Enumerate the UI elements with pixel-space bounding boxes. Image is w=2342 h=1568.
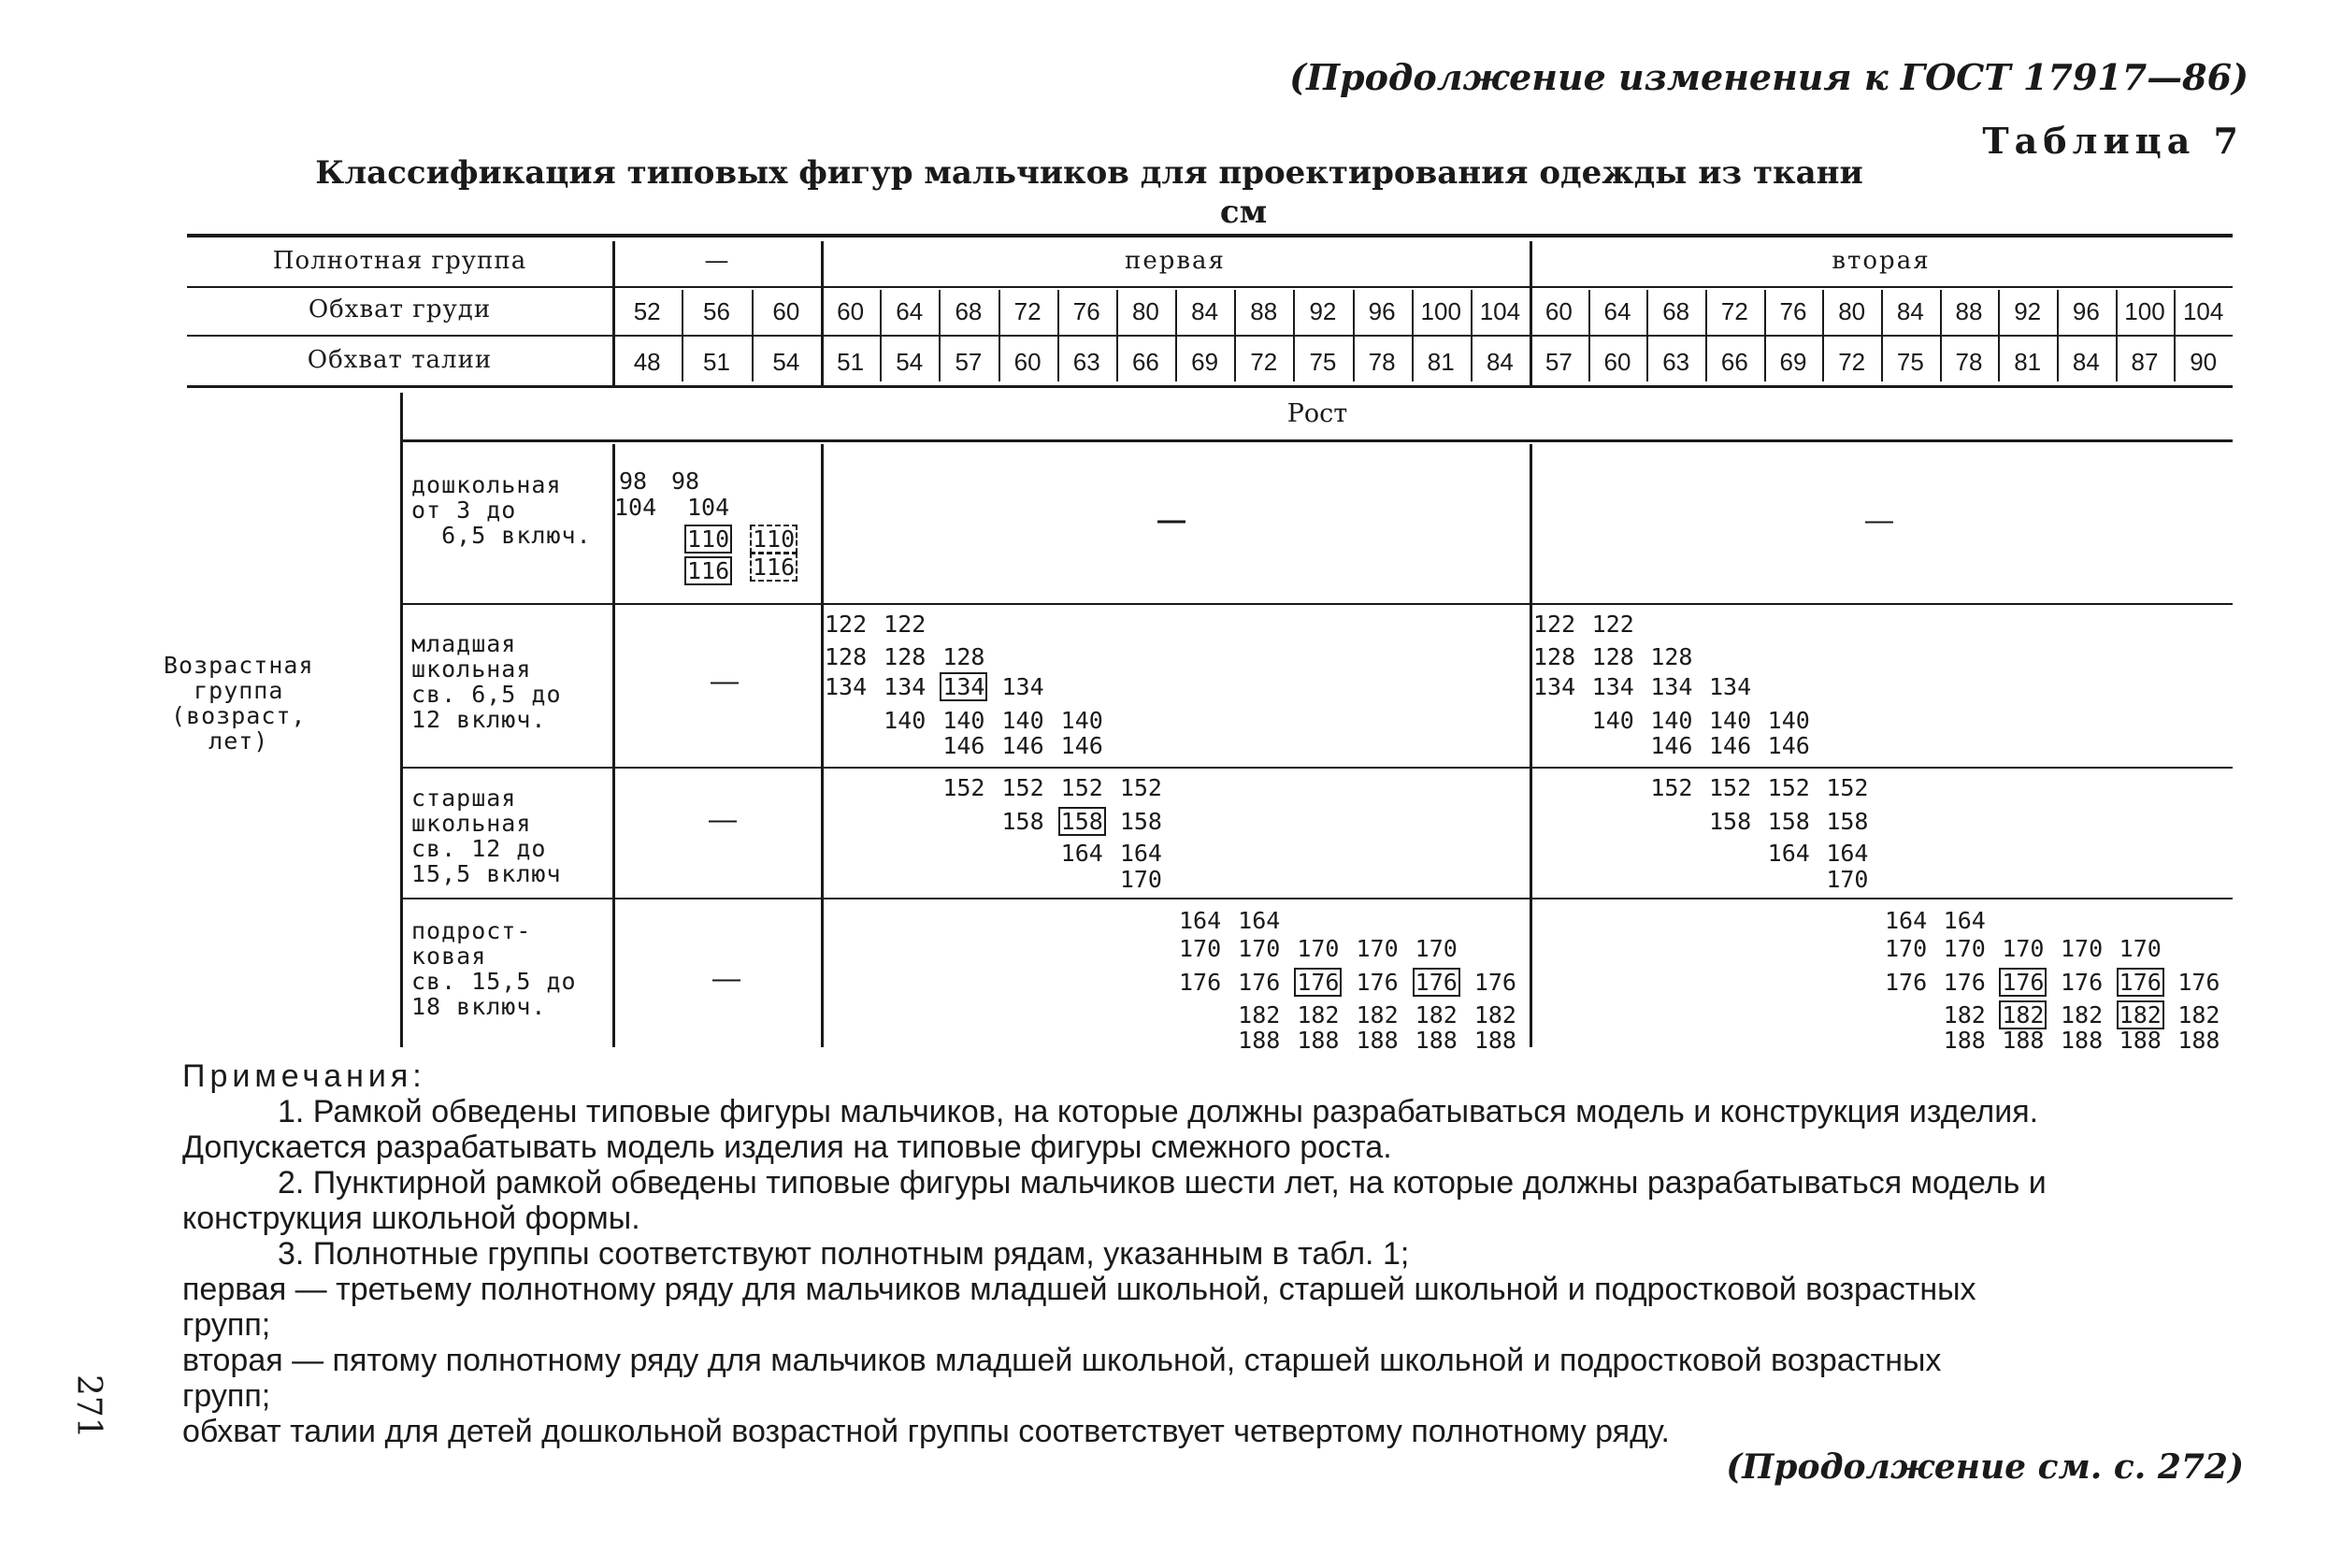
height-128: 128 (1591, 643, 1634, 670)
first-chest-84: 84 (1191, 297, 1219, 325)
second-chest-104: 104 (2182, 297, 2224, 325)
column-divider (1293, 290, 1295, 381)
first-waist-84: 84 (1486, 348, 1514, 376)
height-122: 122 (1533, 611, 1576, 638)
notes (182, 1058, 2230, 1449)
height-182: 182 (2119, 1001, 2162, 1029)
height-182: 182 (2061, 1001, 2104, 1029)
first-waist-57: 57 (955, 348, 983, 376)
height-188: 188 (2177, 1027, 2220, 1054)
height-188: 188 (1238, 1027, 1281, 1054)
height-176: 176 (1415, 969, 1458, 996)
height-164: 164 (1885, 907, 1928, 934)
height-152: 152 (1060, 774, 1103, 801)
note-1b: Допускается разрабатывать модель изделия на типовые фигуры смежного роста. (182, 1129, 1392, 1165)
height-146: 146 (1767, 732, 1810, 759)
second-chest-60: 60 (1545, 297, 1573, 325)
height-140: 140 (1767, 707, 1810, 734)
table-rule (821, 444, 824, 1047)
height-164: 164 (1179, 907, 1222, 934)
height-176: 176 (1356, 969, 1399, 996)
height-170: 170 (2119, 935, 2162, 962)
second-waist-66: 66 (1720, 348, 1748, 376)
age-group-3: старшая школьная св. 12 до 15,5 включ (411, 784, 562, 887)
height-176: 176 (2177, 969, 2220, 996)
height-158: 158 (1767, 808, 1810, 835)
table-rule (612, 444, 615, 1047)
column-divider (1646, 290, 1648, 381)
first-dash-preschool: — (1157, 505, 1185, 536)
column-divider (1705, 290, 1707, 381)
first-waist-63: 63 (1072, 348, 1100, 376)
height-164: 164 (1119, 840, 1162, 867)
height-134: 134 (1533, 673, 1576, 700)
none-chest-60: 60 (772, 297, 800, 325)
note-1a: 1. Рамкой обведены типовые фигуры мальчиков, на которые должны разрабатываться модель и конструкция изделия. (278, 1094, 2039, 1129)
height-170: 170 (1179, 935, 1222, 962)
second-waist-69: 69 (1779, 348, 1807, 376)
first-waist-51: 51 (837, 348, 865, 376)
height-158: 158 (1119, 808, 1162, 835)
column-divider (2116, 290, 2118, 381)
second-chest-76: 76 (1779, 297, 1807, 325)
second-chest-72: 72 (1720, 297, 1748, 325)
column-divider (1998, 290, 2000, 381)
height-170: 170 (1943, 935, 1986, 962)
height-146: 146 (942, 732, 985, 759)
height-152: 152 (1650, 774, 1693, 801)
height-122: 122 (884, 611, 927, 638)
height-158: 158 (1001, 808, 1044, 835)
second-waist-78: 78 (1955, 348, 1983, 376)
age-group-1: дошкольная от 3 до 6,5 включ. (411, 471, 592, 549)
height-176: 176 (2119, 969, 2162, 996)
height-182: 182 (1238, 1001, 1281, 1029)
height-128: 128 (884, 643, 927, 670)
second-chest-84: 84 (1896, 297, 1924, 325)
second-waist-75: 75 (1896, 348, 1924, 376)
height-188: 188 (1297, 1027, 1340, 1054)
second-chest-68: 68 (1662, 297, 1690, 325)
column-divider (1764, 290, 1766, 381)
column-divider (1234, 290, 1236, 381)
table-rule (1530, 444, 1532, 1047)
column-divider (1881, 290, 1883, 381)
height-188: 188 (1415, 1027, 1458, 1054)
height-176: 176 (1885, 969, 1928, 996)
note-3b: вторая — пятому полнотному ряду для мальчиков младшей школьной, старшей школьной и подростковой возрастных (182, 1343, 1942, 1378)
column-divider (682, 290, 683, 381)
height-134: 134 (1650, 673, 1693, 700)
height-182: 182 (1297, 1001, 1340, 1029)
second-chest-80: 80 (1838, 297, 1866, 325)
first-waist-78: 78 (1368, 348, 1396, 376)
height-188: 188 (1473, 1027, 1516, 1054)
age-column-rule (400, 393, 403, 1047)
height-134: 134 (942, 673, 985, 700)
height-170: 170 (1297, 935, 1340, 962)
column-divider (1116, 290, 1118, 381)
second-waist-90: 90 (2190, 348, 2218, 376)
height-158: 158 (1826, 808, 1869, 835)
age-band-rule (402, 767, 2233, 769)
height-182: 182 (2177, 1001, 2220, 1029)
height-164: 164 (1943, 907, 1986, 934)
column-divider (1057, 290, 1059, 381)
first-chest-68: 68 (955, 297, 983, 325)
height-134: 134 (825, 673, 868, 700)
note-3b-cont: групп; (182, 1378, 271, 1414)
age-group-2: младшая школьная св. 6,5 до 12 включ. (411, 630, 562, 733)
first-waist-54: 54 (896, 348, 924, 376)
first-chest-104: 104 (1479, 297, 1521, 325)
second-chest-88: 88 (1955, 297, 1983, 325)
first-chest-88: 88 (1250, 297, 1278, 325)
height-128: 128 (1650, 643, 1693, 670)
second-dash-preschool: — (1865, 505, 1893, 536)
height-188: 188 (2002, 1027, 2045, 1054)
height-164: 164 (1060, 840, 1103, 867)
height-134: 134 (1709, 673, 1752, 700)
second-chest-64: 64 (1603, 297, 1631, 325)
first-waist-75: 75 (1309, 348, 1337, 376)
second-waist-63: 63 (1662, 348, 1690, 376)
height-164: 164 (1767, 840, 1810, 867)
height-128: 128 (1533, 643, 1576, 670)
height-140: 140 (1060, 707, 1103, 734)
group-first: первая (1125, 247, 1226, 275)
column-divider (880, 290, 882, 381)
second-chest-96: 96 (2072, 297, 2100, 325)
height-116: 116 (687, 557, 730, 584)
column-divider (999, 290, 1000, 381)
height-134: 134 (1001, 673, 1044, 700)
height-182: 182 (1473, 1001, 1516, 1029)
none-dash-junior: — (711, 666, 739, 697)
height-header-rule (402, 439, 2233, 442)
header-continuation: (Продолжение изменения к ГОСТ 17917—86) (1289, 56, 2249, 98)
none-dash-teen: — (712, 963, 740, 994)
height-104: 104 (614, 494, 657, 521)
age-group-4: подрост- ковая св. 15,5 до 18 включ. (411, 917, 577, 1020)
height-116: 116 (753, 554, 796, 581)
height-146: 146 (1709, 732, 1752, 759)
first-waist-81: 81 (1427, 348, 1455, 376)
height-152: 152 (1119, 774, 1162, 801)
height-140: 140 (884, 707, 927, 734)
height-134: 134 (884, 673, 927, 700)
first-waist-60: 60 (1013, 348, 1042, 376)
height-128: 128 (942, 643, 985, 670)
notes-heading: Примечания: (182, 1058, 426, 1094)
height-182: 182 (1943, 1001, 1986, 1029)
column-divider (939, 290, 941, 381)
height-152: 152 (942, 774, 985, 801)
height-110: 110 (687, 525, 730, 553)
first-waist-72: 72 (1250, 348, 1278, 376)
note-3a-cont: групп; (182, 1307, 271, 1343)
row-label-chest: Обхват груди (308, 295, 492, 324)
note-2b: конструкция школьной формы. (182, 1201, 640, 1236)
second-waist-87: 87 (2131, 348, 2159, 376)
height-122: 122 (825, 611, 868, 638)
table-label: Таблица 7 (1982, 120, 2244, 162)
second-waist-72: 72 (1838, 348, 1866, 376)
footer-continuation: (Продолжение см. с. 272) (1726, 1447, 2244, 1487)
height-176: 176 (1943, 969, 1986, 996)
first-chest-72: 72 (1013, 297, 1042, 325)
column-divider (752, 290, 754, 381)
column-divider (1353, 290, 1355, 381)
height-158: 158 (1060, 808, 1103, 835)
height-188: 188 (2061, 1027, 2104, 1054)
second-chest-100: 100 (2124, 297, 2165, 325)
row-label-waist: Обхват талии (307, 346, 493, 374)
second-waist-57: 57 (1545, 348, 1573, 376)
height-152: 152 (1767, 774, 1810, 801)
none-chest-52: 52 (633, 297, 661, 325)
column-divider (1822, 290, 1824, 381)
height-122: 122 (1591, 611, 1634, 638)
height-140: 140 (1650, 707, 1693, 734)
height-140: 140 (1591, 707, 1634, 734)
column-divider (1175, 290, 1177, 381)
first-waist-66: 66 (1131, 348, 1159, 376)
height-176: 176 (1473, 969, 1516, 996)
none-chest-56: 56 (703, 297, 730, 325)
height-164: 164 (1826, 840, 1869, 867)
height-188: 188 (1943, 1027, 1986, 1054)
none-waist-51: 51 (703, 348, 730, 376)
group-none: — (704, 247, 729, 275)
height-146: 146 (1060, 732, 1103, 759)
table-rule (187, 335, 2233, 337)
second-chest-92: 92 (2014, 297, 2042, 325)
none-waist-48: 48 (633, 348, 661, 376)
column-divider (1412, 290, 1414, 381)
note-3c: обхват талии для детей дошкольной возрастной группы соответствует четвертому полнотному ряду. (182, 1414, 1670, 1449)
height-170: 170 (1356, 935, 1399, 962)
age-band-rule (402, 603, 2233, 605)
height-128: 128 (825, 643, 868, 670)
first-chest-64: 64 (896, 297, 924, 325)
height-188: 188 (1356, 1027, 1399, 1054)
first-chest-60: 60 (837, 297, 865, 325)
height-182: 182 (2002, 1001, 2045, 1029)
height-98: 98 (671, 468, 700, 495)
height-152: 152 (1709, 774, 1752, 801)
height-140: 140 (1709, 707, 1752, 734)
page-number: 271 (69, 1374, 108, 1439)
column-divider (1471, 290, 1473, 381)
table-top-rule (187, 234, 2233, 237)
height-170: 170 (1119, 866, 1162, 893)
note-3a: первая — третьему полнотному ряду для мальчиков младшей школьной, старшей школьной и подростковой возрастных (182, 1272, 1976, 1307)
height-140: 140 (1001, 707, 1044, 734)
height-176: 176 (1179, 969, 1222, 996)
height-152: 152 (1001, 774, 1044, 801)
age-group-label: Возрастная группа (возраст, лет) (164, 652, 314, 755)
height-182: 182 (1415, 1001, 1458, 1029)
height-170: 170 (1885, 935, 1928, 962)
height-182: 182 (1356, 1001, 1399, 1029)
age-band-rule (402, 898, 2233, 899)
height-170: 170 (2061, 935, 2104, 962)
group-second: вторая (1832, 247, 1931, 275)
note-3: 3. Полнотные группы соответствуют полнотным рядам, указанным в табл. 1; (278, 1236, 1410, 1272)
height-134: 134 (1591, 673, 1634, 700)
height-146: 146 (1650, 732, 1693, 759)
second-waist-84: 84 (2072, 348, 2100, 376)
first-chest-96: 96 (1368, 297, 1396, 325)
none-waist-54: 54 (772, 348, 800, 376)
row-label-fullness: Полнотная группа (272, 247, 527, 275)
height-152: 152 (1826, 774, 1869, 801)
height-146: 146 (1001, 732, 1044, 759)
height-104: 104 (687, 494, 730, 521)
column-divider (2057, 290, 2059, 381)
table-rule (187, 286, 2233, 288)
first-chest-100: 100 (1420, 297, 1461, 325)
column-divider (1588, 290, 1590, 381)
height-188: 188 (2119, 1027, 2162, 1054)
height-110: 110 (753, 525, 796, 553)
none-dash-senior: — (709, 804, 737, 835)
height-176: 176 (1297, 969, 1340, 996)
height-158: 158 (1709, 808, 1752, 835)
height-170: 170 (2002, 935, 2045, 962)
second-waist-60: 60 (1603, 348, 1631, 376)
height-164: 164 (1238, 907, 1281, 934)
first-chest-80: 80 (1131, 297, 1159, 325)
column-divider (2174, 290, 2176, 381)
height-176: 176 (2061, 969, 2104, 996)
height-170: 170 (1826, 866, 1869, 893)
height-176: 176 (2002, 969, 2045, 996)
table-rule (187, 385, 2233, 388)
height-98: 98 (619, 468, 648, 495)
first-chest-92: 92 (1309, 297, 1337, 325)
table-unit: см (1219, 194, 1268, 231)
table-title: Классификация типовых фигур мальчиков для проектирования одежды из ткани (315, 154, 1863, 192)
height-170: 170 (1238, 935, 1281, 962)
note-2a: 2. Пунктирной рамкой обведены типовые фигуры мальчиков шести лет, на которые должны разрабатываться модель и (278, 1165, 2047, 1201)
height-140: 140 (942, 707, 985, 734)
height-170: 170 (1415, 935, 1458, 962)
height-176: 176 (1238, 969, 1281, 996)
second-waist-81: 81 (2014, 348, 2042, 376)
height-header: Рост (1286, 399, 1348, 428)
first-chest-76: 76 (1072, 297, 1100, 325)
first-waist-69: 69 (1191, 348, 1219, 376)
column-divider (1940, 290, 1942, 381)
